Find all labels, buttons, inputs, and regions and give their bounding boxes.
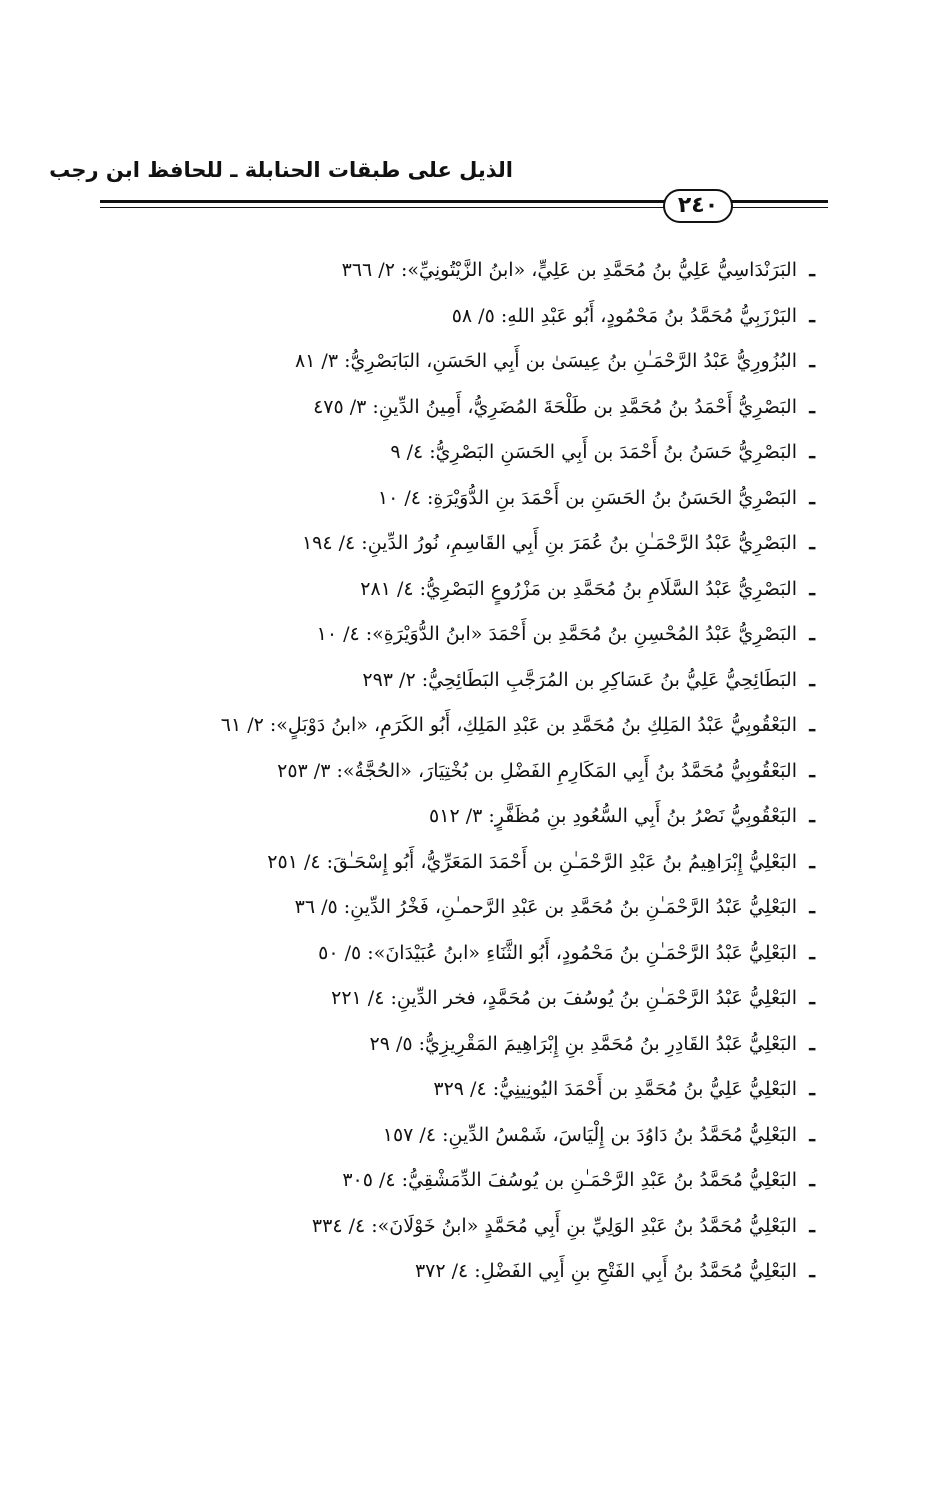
entry-dash: ـ	[809, 1214, 815, 1237]
index-entry	[221, 1022, 815, 1068]
entry-dash: ـ	[809, 668, 815, 691]
index-entry	[221, 840, 815, 886]
entry-dash: ـ	[809, 486, 815, 509]
index-entry	[221, 294, 815, 340]
entry-dash: ـ	[809, 850, 815, 873]
index-entry	[221, 1249, 815, 1295]
entry-text: البَعْلِيُّ مُحَمَّدُ بنُ عَبْدِ الرَّحْمَـٰنِ بن يُوسُفَ الدِّمَشْقِيُّ: ٤/ ٣٠٥	[342, 1169, 797, 1191]
entry-text: البَرَنْدَاسِيُّ عَلِيُّ بنُ مُحَمَّدِ بن عَلِيٍّ، «ابنُ الزَّيْتُونِيِّ»: ٢/ ٣٦٦	[341, 259, 797, 281]
index-entry	[221, 931, 815, 977]
entry-dash: ـ	[809, 1260, 815, 1282]
index-entry	[221, 476, 815, 522]
entry-dash: ـ	[809, 1032, 815, 1055]
entry-text: البَصْرِيُّ الحَسَنُ بنُ الحَسَنِ بن أَحْمَدَ بنِ الدُّوَيْرَةِ: ٤/ ١٠	[377, 486, 797, 509]
entry-dash: ـ	[809, 896, 815, 918]
entry-text: البَعْلِيُّ مُحَمَّدُ بنُ أَبِي الفَتْحِ بنِ أَبِي الفَضْلِ: ٤/ ٣٧٢	[414, 1260, 797, 1282]
index-list	[221, 248, 815, 1295]
entry-dash: ـ	[809, 304, 815, 327]
entry-dash: ـ	[809, 259, 815, 281]
index-entry	[221, 567, 815, 613]
entry-text: البَصْرِيُّ عَبْدُ الرَّحْمَـٰنِ بنُ عُمَرَ بنِ أَبِي القَاسِمِ، نُورُ الدِّينِ: ٤/ ١٩٤	[301, 532, 797, 554]
index-entry	[221, 703, 815, 749]
entry-text: البَرْزَبِيُّ مُحَمَّدُ بنُ مَحْمُودٍ، أَبُو عَبْدِ اللهِ: ٥/ ٥٨	[451, 304, 797, 327]
entry-text: البَصْرِيُّ حَسَنُ بنُ أَحْمَدَ بن أَبِي الحَسَنِ البَصْرِيُّ: ٤/ ٩	[390, 441, 797, 463]
index-entry	[221, 1204, 815, 1250]
index-entry	[221, 339, 815, 385]
entry-text: البَعْلِيُّ عَلِيُّ بنُ مُحَمَّدِ بن أَحْمَدَ اليُونِينِيُّ: ٤/ ٣٢٩	[433, 1078, 797, 1100]
entry-dash: ـ	[809, 714, 815, 736]
entry-dash: ـ	[809, 350, 815, 372]
index-entry	[221, 658, 815, 704]
entry-text: البَعْلِيُّ مُحَمَّدُ بنُ عَبْدِ الوَلِيِّ بنِ أَبِي مُحَمَّدٍ «ابنُ خَوْلَانَ»: ٤/ ٣٣٤	[311, 1214, 797, 1237]
index-entry	[221, 1067, 815, 1113]
entry-text: البَطَائِحِيُّ عَلِيُّ بنُ عَسَاكِرِ بن المُرَجَّبِ البَطَائِحِيُّ: ٢/ ٢٩٣	[362, 668, 797, 691]
index-entry	[221, 521, 815, 567]
entry-dash: ـ	[809, 532, 815, 554]
entry-dash: ـ	[809, 1169, 815, 1191]
page-number: ٢٤٠	[663, 189, 733, 223]
entry-dash: ـ	[809, 623, 815, 645]
entry-text: البَصْرِيُّ أَحْمَدُ بنُ مُحَمَّدِ بن طَلْحَةَ المُضَرِيُّ، أَمِينُ الدِّينِ: ٣/ ٤٧٥	[313, 395, 797, 418]
entry-text: البَعْلِيُّ عَبْدُ الرَّحْمَـٰنِ بنُ يُوسُفَ بن مُحَمَّدٍ، فخر الدِّينِ: ٤/ ٢٢١	[331, 987, 797, 1009]
entry-dash: ـ	[809, 759, 815, 782]
index-entry	[221, 976, 815, 1022]
index-entry	[221, 749, 815, 795]
entry-dash: ـ	[809, 805, 815, 827]
entry-dash: ـ	[809, 941, 815, 964]
entry-text: البَعْلِيُّ عَبْدُ القَادِرِ بنُ مُحَمَّدِ بنِ إِبْرَاهِيمَ المَقْرِيزِيُّ: ٥/ ٢٩	[369, 1032, 797, 1055]
index-entry	[221, 794, 815, 840]
entry-text: البَعْلِيُّ عَبْدُ الرَّحْمَـٰنِ بنُ مُحَمَّدِ بن عَبْدِ الرَّحمـٰنِ، فَخْرُ الدِّينِ: ٥/ ٣٦	[294, 896, 797, 918]
entry-text: البَصْرِيُّ عَبْدُ السَّلَامِ بنُ مُحَمَّدِ بن مَزْرُوعٍ البَصْرِيُّ: ٤/ ٢٨١	[360, 577, 797, 600]
index-entry	[221, 1158, 815, 1204]
index-entry	[221, 248, 815, 294]
entry-text: البَعْقُوبِيُّ عَبْدُ المَلِكِ بنُ مُحَمَّدِ بن عَبْدِ المَلِكِ، أَبُو الكَرَمِ، «ابنُ دَوْبَلٍ»: ٢/ ٦١	[220, 714, 797, 736]
entry-dash: ـ	[809, 577, 815, 600]
entry-text: البَعْلِيُّ إِبْرَاهِيمُ بنُ عَبْدِ الرَّحْمَـٰنِ بن أَحْمَدَ المَعَرِّيُّ، أَبُو إِسْحَـٰقَ: ٤/ ٢٥١	[267, 850, 797, 873]
entry-text: البَعْلِيُّ عَبْدُ الرَّحْمَـٰنِ بنُ مَحْمُودٍ، أَبُو الثَّنَاءِ «ابنُ عُبَيْدَانَ»: ٥/ ٥٠	[318, 941, 797, 964]
index-entry	[221, 385, 815, 431]
entry-text: البَعْلِيُّ مُحَمَّدُ بنُ دَاوُدَ بن إِلْيَاسَ، شَمْسُ الدِّينِ: ٤/ ١٥٧	[382, 1123, 797, 1146]
index-entry	[221, 885, 815, 931]
entry-dash: ـ	[809, 395, 815, 418]
entry-dash: ـ	[809, 987, 815, 1009]
entry-text: البَصْرِيُّ عَبْدُ المُحْسِنِ بنُ مُحَمَّدِ بن أَحْمَدَ «ابنُ الدُّوَيْرَةِ»: ٤/ ١٠	[316, 623, 797, 645]
entry-dash: ـ	[809, 441, 815, 463]
index-entry	[221, 1113, 815, 1159]
running-title: الذيل على طبقات الحنابلة ـ للحافظ ابن رجب	[49, 158, 513, 182]
index-entry	[221, 430, 815, 476]
entry-text: البَعْقُوبِيُّ مُحَمَّدُ بنُ أَبِي المَكَارِمِ الفَضْلِ بن بُخْتِيَارَ، «الحُجَّةُ»: ٣/ ٢٥٣	[277, 759, 797, 782]
index-entry	[221, 612, 815, 658]
entry-text: البَعْقُوبِيُّ نَصْرُ بنُ أَبِي السُّعُودِ بنِ مُظَفَّرٍ: ٣/ ٥١٢	[429, 805, 797, 827]
entry-dash: ـ	[809, 1123, 815, 1146]
entry-dash: ـ	[809, 1078, 815, 1100]
entry-text: البُزُورِيُّ عَبْدُ الرَّحْمَـٰنِ بنُ عِيسَىٰ بن أَبِي الحَسَنِ، البَابَصْرِيُّ: ٣/ ٨١	[294, 350, 797, 372]
